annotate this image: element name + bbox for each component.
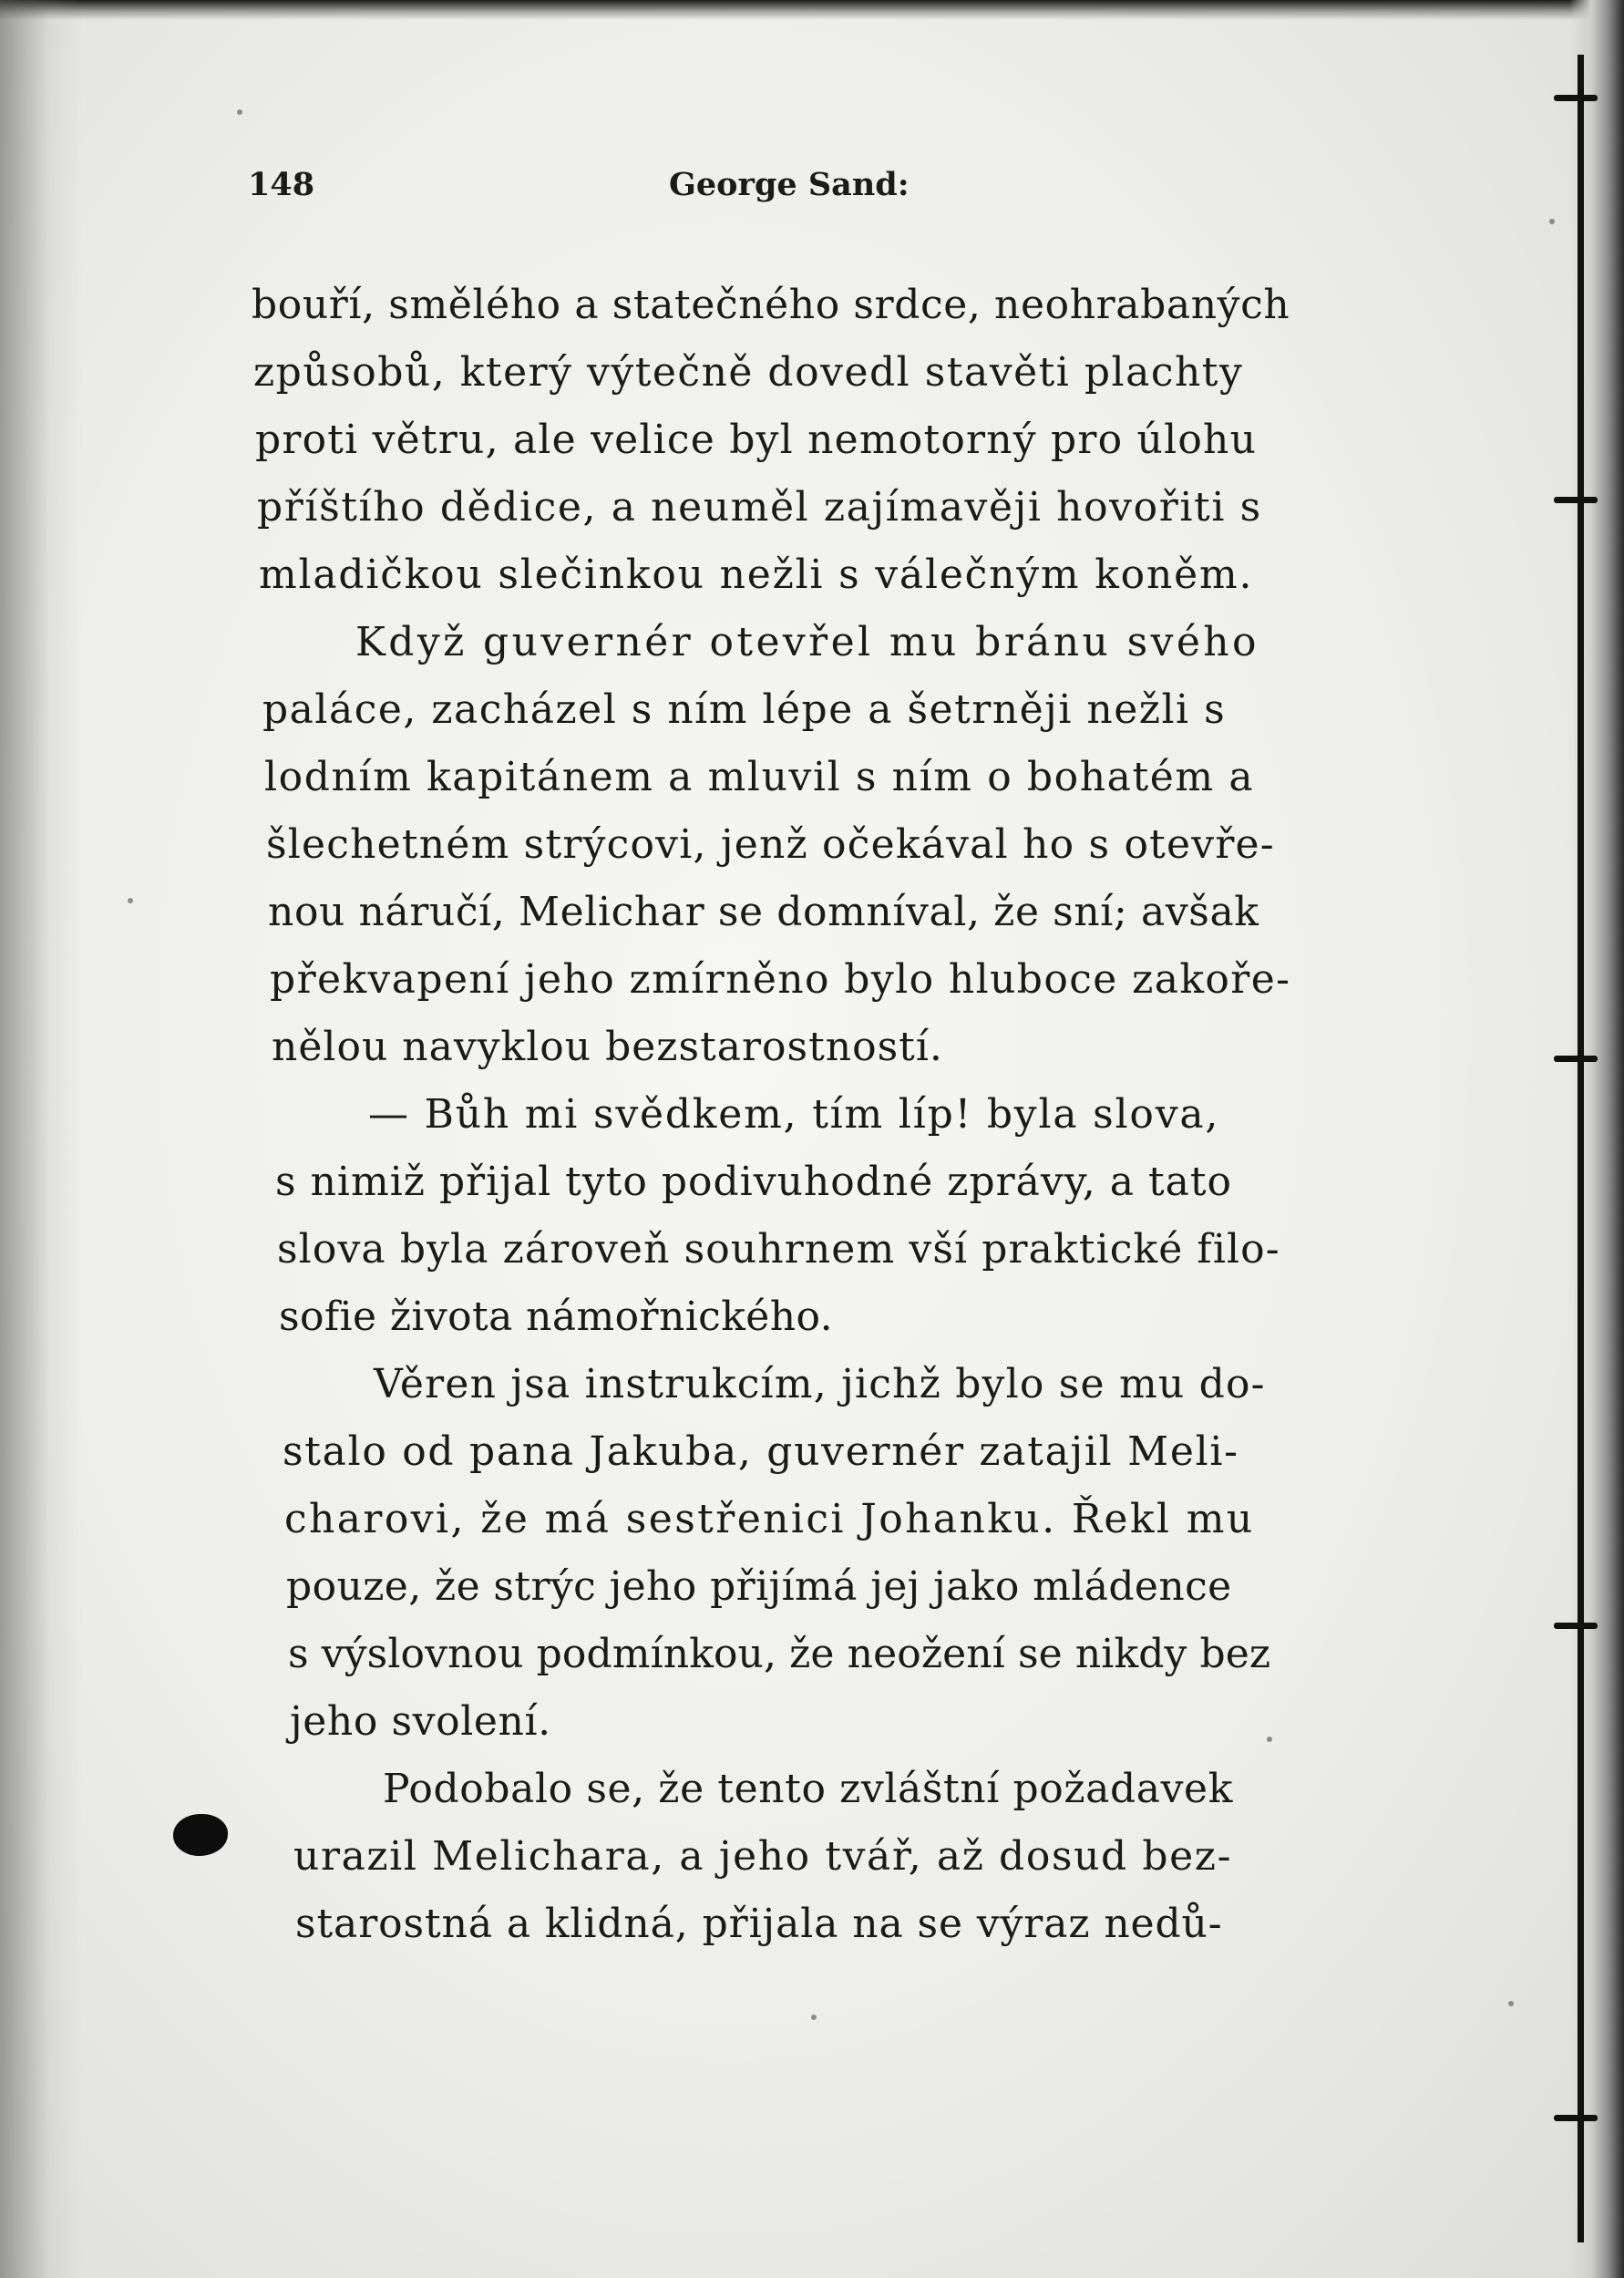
text-line: slova byla zároveň souhrnem vší praktické filo-: [277, 1226, 1280, 1273]
text-line: proti větru, ale velice byl nemotorný pro úlohu: [255, 417, 1258, 463]
text-line: Když guvernér otevřel mu bránu svého: [355, 619, 1259, 665]
text-line: Podobalo se, že tento zvláštní požadavek: [383, 1766, 1233, 1812]
scan-top-edge: [0, 0, 1624, 20]
binding-stitch: [1554, 2115, 1598, 2121]
text-line: bouří, smělého a statečného srdce, neohrabaných: [252, 282, 1290, 328]
text-line: šlechetném strýcovi, jenž očekával ho s otevře-: [266, 821, 1275, 868]
text-line: nou náručí, Melichar se domníval, že sní; avšak: [268, 889, 1259, 935]
dust-speck: [811, 2015, 817, 2020]
scan-left-shadow: [0, 0, 82, 2278]
text-line: překvapení jeho zmírněno bylo hluboce zakoře-: [270, 956, 1291, 1003]
binding-stitch: [1554, 95, 1598, 101]
text-line: stalo od pana Jakuba, guvernér zatajil Meli-: [283, 1428, 1239, 1475]
text-line: starostná a klidná, přijala na se výraz nedů-: [295, 1901, 1223, 1947]
dust-speck: [1508, 2001, 1514, 2006]
text-line: Věren jsa instrukcím, jichž bylo se mu do-: [374, 1361, 1266, 1407]
binding-stitch: [1554, 1623, 1598, 1629]
text-line: nělou navyklou bezstarostností.: [272, 1024, 943, 1070]
binding-stitch: [1554, 1056, 1598, 1062]
binding-stitch: [1554, 497, 1598, 503]
dust-speck: [237, 109, 242, 115]
text-line: způsobů, který výtečně dovedl stavěti plachty: [253, 349, 1244, 396]
text-line: — Bůh mi svědkem, tím líp! byla slova,: [368, 1091, 1220, 1138]
text-line: mladičkou slečinkou nežli s válečným koněm.: [259, 551, 1254, 598]
text-line: příštího dědice, a neuměl zajímavěji hovořiti s: [257, 484, 1262, 531]
text-line: s výslovnou podmínkou, že neožení se nikdy bez: [288, 1631, 1271, 1677]
ink-blot: [173, 1814, 228, 1856]
text-line: s nimiž přijal tyto podivuhodné zprávy, a tato: [275, 1159, 1233, 1205]
page-header: [248, 166, 1341, 210]
page-number: 148: [248, 166, 315, 203]
text-line: urazil Melichara, a jeho tvář, až dosud bez-: [293, 1833, 1233, 1880]
text-line: sofie života námořnického.: [279, 1294, 833, 1340]
text-line: lodním kapitánem a mluvil s ním o bohatém a: [264, 754, 1255, 800]
dust-speck: [1267, 1737, 1272, 1742]
text-line: paláce, zacházel s ním lépe a šetrněji nežli s: [262, 686, 1227, 733]
running-head: George Sand:: [669, 166, 910, 203]
dust-speck: [128, 898, 133, 903]
dust-speck: [1549, 219, 1555, 224]
text-line: jeho svolení.: [290, 1698, 551, 1745]
binding-line: [1578, 55, 1584, 2242]
text-line: pouze, že strýc jeho přijímá jej jako mládence: [286, 1563, 1232, 1610]
text-line: charovi, že má sestřenici Johanku. Řekl mu: [284, 1496, 1255, 1542]
